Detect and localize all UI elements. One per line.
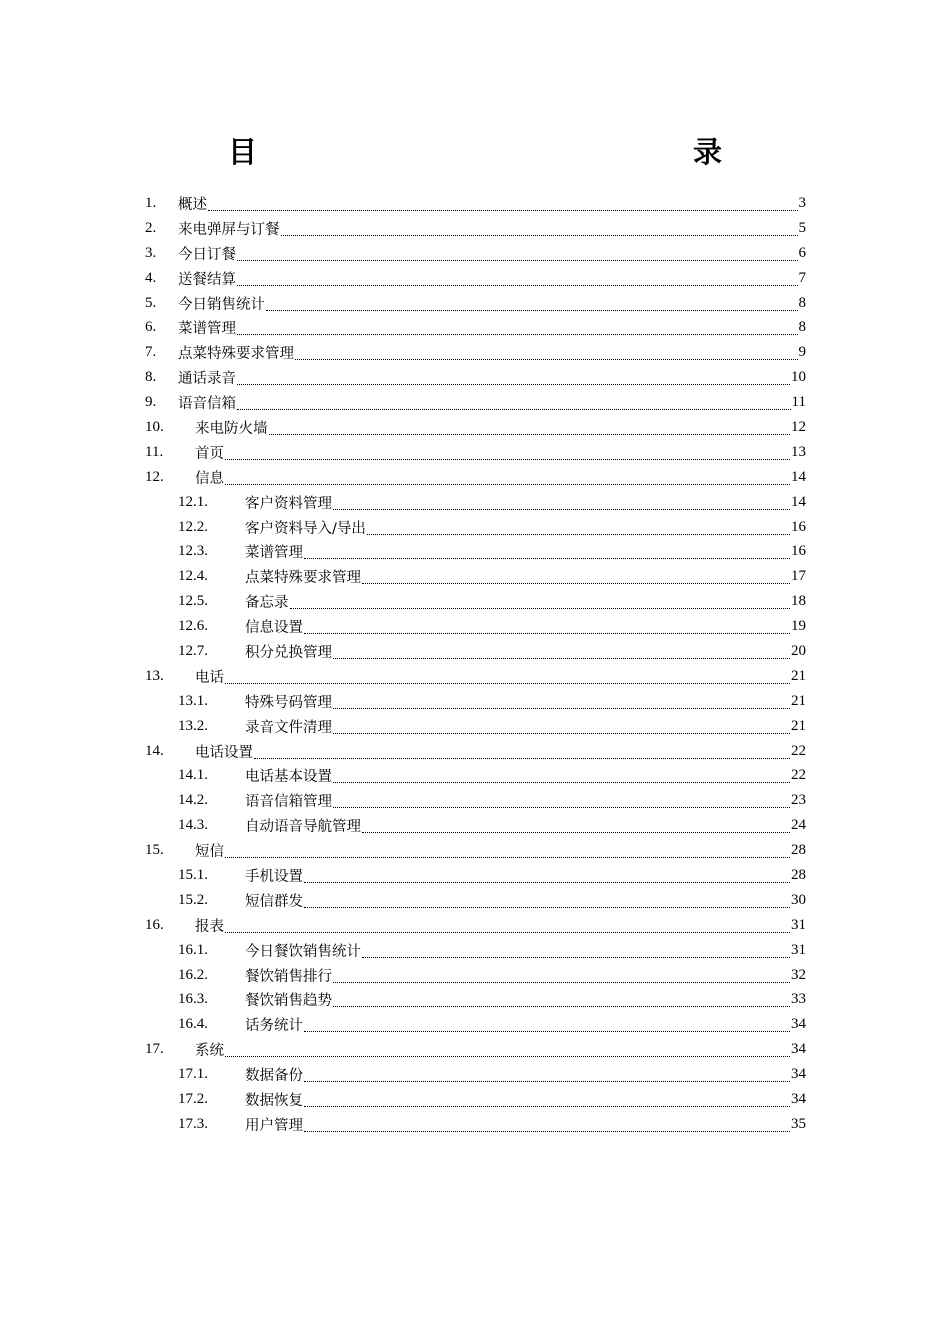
toc-entry[interactable]: [145, 689, 806, 714]
dot-leader: [237, 254, 798, 261]
toc-entry[interactable]: [145, 1062, 806, 1087]
toc-entry[interactable]: [145, 963, 806, 988]
toc-entry-number: 4.: [145, 269, 157, 286]
toc-entry[interactable]: [145, 788, 806, 813]
toc-entry-page-number: 33: [791, 991, 806, 1008]
toc-entry-page-number: 28: [791, 842, 806, 859]
toc-entry-page-number: 21: [791, 667, 806, 684]
toc-entry-number: 15.1.: [178, 866, 208, 883]
toc-entry-label: 来电弹屏与订餐: [178, 221, 280, 238]
toc-entry[interactable]: [145, 539, 806, 564]
toc-entry-page-number: 10: [791, 369, 806, 386]
toc-entry-number: 5.: [145, 294, 157, 311]
toc-entry[interactable]: [145, 739, 806, 764]
toc-entry[interactable]: [145, 340, 806, 365]
toc-entry[interactable]: [145, 664, 806, 689]
toc-entry[interactable]: [145, 614, 806, 639]
toc-entry-label: 短信: [195, 844, 224, 861]
toc-entry-number: 17.3.: [178, 1115, 208, 1132]
toc-entry-page-number: 3: [798, 194, 806, 211]
toc-entry[interactable]: [145, 564, 806, 589]
toc-entry-number: 3.: [145, 244, 157, 261]
toc-entry-page-number: 28: [791, 866, 806, 883]
dot-leader: [304, 627, 790, 634]
dot-leader: [304, 876, 790, 883]
toc-entry-number: 13.2.: [178, 717, 208, 734]
toc-entry-label: 客户资料导入/导出: [245, 520, 366, 537]
toc-entry-label: 电话: [195, 669, 224, 686]
toc-entry-number: 14.1.: [178, 767, 208, 784]
toc-entry-label: 餐饮销售排行: [245, 968, 332, 985]
toc-entry[interactable]: [145, 440, 806, 465]
toc-entry-label: 点菜特殊要求管理: [178, 346, 294, 363]
toc-entry-label: 通话录音: [178, 371, 236, 388]
dot-leader: [281, 229, 798, 236]
toc-entry-label: 录音文件清理: [245, 719, 332, 736]
toc-entry-label: 备忘录: [245, 595, 289, 612]
toc-entry-number: 16.4.: [178, 1016, 208, 1033]
toc-entry[interactable]: [145, 191, 806, 216]
toc-entry-page-number: 34: [791, 1016, 806, 1033]
dot-leader: [333, 503, 790, 510]
toc-entry-page-number: 12: [791, 418, 806, 435]
toc-entry-label: 概述: [178, 196, 207, 213]
toc-entry-label: 点菜特殊要求管理: [245, 570, 361, 587]
toc-entry[interactable]: [145, 465, 806, 490]
toc-entry[interactable]: [145, 515, 806, 540]
dot-leader: [225, 926, 790, 933]
dot-leader: [225, 851, 790, 858]
toc-entry[interactable]: [145, 988, 806, 1013]
toc-entry-label: 自动语音导航管理: [245, 819, 361, 836]
toc-entry[interactable]: [145, 888, 806, 913]
dot-leader: [362, 826, 790, 833]
toc-entry-page-number: 8: [798, 294, 806, 311]
dot-leader: [333, 727, 790, 734]
toc-entry-label: 菜谱管理: [245, 545, 303, 562]
dot-leader: [304, 1025, 790, 1032]
toc-entry-page-number: 16: [791, 543, 806, 560]
toc-entry[interactable]: [145, 813, 806, 838]
dot-leader: [269, 428, 791, 435]
dot-leader: [304, 1075, 790, 1082]
toc-entry-label: 客户资料管理: [245, 495, 332, 512]
toc-entry-page-number: 22: [791, 742, 806, 759]
toc-entry-number: 16.2.: [178, 966, 208, 983]
toc-entry-number: 12.2.: [178, 518, 208, 535]
toc-entry-page-number: 7: [798, 269, 806, 286]
toc-entry[interactable]: [145, 938, 806, 963]
toc-entry-number: 14.3.: [178, 817, 208, 834]
toc-entry-number: 1.: [145, 194, 157, 211]
toc-entry-number: 12.1.: [178, 493, 208, 510]
toc-entry-label: 报表: [195, 918, 224, 935]
toc-entry-label: 语音信箱: [178, 396, 236, 413]
toc-entry-page-number: 8: [798, 319, 806, 336]
toc-entry-page-number: 20: [791, 642, 806, 659]
toc-entry-page-number: 34: [791, 1091, 806, 1107]
toc-entry-label: 短信群发: [245, 893, 303, 910]
toc-entry-label: 餐饮销售趋势: [245, 993, 332, 1010]
toc-entry-page-number: 32: [791, 966, 806, 983]
toc-entry-number: 14.: [145, 742, 164, 759]
toc-entry-page-number: 14: [791, 468, 806, 485]
toc-entry-page-number: 31: [791, 941, 806, 958]
toc-entry-page-number: 21: [791, 692, 806, 709]
toc-entry-page-number: 34: [791, 1066, 806, 1083]
toc-entry-label: 首页: [195, 445, 224, 462]
toc-entry-number: 2.: [145, 219, 157, 236]
toc-entry-label: 来电防火墙: [195, 420, 268, 437]
toc-entry-page-number: 18: [791, 593, 806, 610]
toc-entry-label: 系统: [195, 1043, 224, 1060]
dot-leader: [237, 378, 790, 385]
dot-leader: [225, 677, 790, 684]
toc-entry-number: 6.: [145, 319, 157, 336]
toc-entry-page-number: 5: [798, 219, 806, 236]
dot-leader: [225, 1050, 790, 1057]
toc-entry-label: 数据恢复: [245, 1093, 303, 1109]
toc-entry-number: 15.2.: [178, 891, 208, 908]
dot-leader: [237, 279, 798, 286]
toc-entry-page-number: 23: [791, 792, 806, 809]
toc-entry-number: 7.: [145, 344, 157, 361]
toc-entry-page-number: 21: [791, 717, 806, 734]
toc-entry-page-number: 16: [791, 518, 806, 535]
dot-leader: [266, 304, 798, 311]
dot-leader: [208, 204, 798, 211]
dot-leader: [290, 602, 791, 609]
toc-entry[interactable]: [145, 913, 806, 938]
toc-entry-number: 17.: [145, 1041, 164, 1058]
toc-entry-page-number: 24: [791, 817, 806, 834]
dot-leader: [333, 702, 790, 709]
toc-entry-number: 16.1.: [178, 941, 208, 958]
toc-entry[interactable]: [145, 1112, 806, 1137]
toc-entry[interactable]: [145, 291, 806, 316]
dot-leader: [237, 403, 791, 410]
toc-entry-number: 14.2.: [178, 792, 208, 809]
dot-leader: [333, 652, 790, 659]
dot-leader: [295, 353, 798, 360]
toc-entry-page-number: 19: [791, 618, 806, 635]
toc-entry-number: 12.5.: [178, 593, 208, 610]
toc-entry-page-number: 30: [791, 891, 806, 908]
toc-entry-label: 手机设置: [245, 868, 303, 885]
toc-entry-label: 电话设置: [195, 744, 253, 761]
toc-entry-label: 今日餐饮销售统计: [245, 943, 361, 960]
dot-leader: [225, 453, 790, 460]
toc-entry-label: 电话基本设置: [245, 769, 332, 786]
dot-leader: [362, 577, 790, 584]
dot-leader: [333, 801, 790, 808]
toc-entry-number: 15.: [145, 842, 164, 859]
dot-leader: [304, 1125, 790, 1132]
dot-leader: [304, 552, 790, 559]
toc-entry-number: 8.: [145, 369, 157, 386]
toc-entry-number: 17.2.: [178, 1091, 208, 1107]
toc-entry-label: 今日销售统计: [178, 296, 265, 313]
dot-leader: [333, 1000, 790, 1007]
toc-entry-page-number: 11: [791, 394, 806, 411]
dot-leader: [367, 528, 790, 535]
toc-entry-label: 今日订餐: [178, 246, 236, 263]
toc-entry-page-number: 6: [798, 244, 806, 261]
toc-entry-label: 语音信箱管理: [245, 794, 332, 811]
toc-entry-label: 菜谱管理: [178, 321, 236, 338]
toc-entry-page-number: 35: [791, 1115, 806, 1132]
toc-entry-number: 16.: [145, 916, 164, 933]
toc-entry[interactable]: [145, 266, 806, 291]
toc-entry-number: 12.7.: [178, 642, 208, 659]
toc-entry[interactable]: [145, 490, 806, 515]
toc-entry[interactable]: [145, 315, 806, 340]
toc-entry[interactable]: [145, 639, 806, 664]
toc-entry-number: 12.6.: [178, 618, 208, 635]
toc-entry[interactable]: [145, 365, 806, 390]
dot-leader: [254, 752, 790, 759]
toc-entry-label: 特殊号码管理: [245, 694, 332, 711]
toc-entry-number: 10.: [145, 418, 164, 435]
toc-entry-number: 12.4.: [178, 568, 208, 585]
toc-title: 目 录: [227, 135, 848, 169]
toc-entry[interactable]: [145, 1012, 806, 1037]
toc-entry-page-number: 9: [798, 344, 806, 361]
toc-entry[interactable]: [145, 589, 806, 614]
dot-leader: [237, 328, 798, 335]
toc-entry[interactable]: [145, 1037, 806, 1062]
toc-entry-label: 话务统计: [245, 1018, 303, 1035]
toc-entry[interactable]: [145, 863, 806, 888]
toc-entry-page-number: 34: [791, 1041, 806, 1058]
toc-entry-number: 13.: [145, 667, 164, 684]
toc-entry-label: 积分兑换管理: [245, 644, 332, 661]
toc-entry-number: 17.1.: [178, 1066, 208, 1083]
dot-leader: [304, 1100, 790, 1107]
toc-entry-label: 信息设置: [245, 620, 303, 637]
toc-entry-number: 11.: [145, 443, 164, 460]
toc-entry-number: 9.: [145, 394, 157, 411]
toc-entry[interactable]: [145, 390, 806, 415]
toc-entry-number: 16.3.: [178, 991, 208, 1008]
toc-entry[interactable]: [145, 415, 806, 440]
toc-entry-label: 用户管理: [245, 1117, 303, 1134]
toc-entry[interactable]: [145, 241, 806, 266]
toc-entry[interactable]: [145, 1087, 806, 1112]
toc-entry-label: 送餐结算: [178, 271, 236, 288]
toc-entry-label: 信息: [195, 470, 224, 487]
table-of-contents: [145, 191, 806, 1137]
dot-leader: [333, 976, 790, 983]
toc-entry-page-number: 31: [791, 916, 806, 933]
toc-entry-page-number: 22: [791, 767, 806, 784]
dot-leader: [362, 951, 790, 958]
dot-leader: [225, 478, 790, 485]
dot-leader: [304, 901, 790, 908]
toc-entry[interactable]: [145, 763, 806, 788]
toc-entry-label: 数据备份: [245, 1068, 303, 1085]
toc-entry-number: 12.3.: [178, 543, 208, 560]
toc-entry[interactable]: [145, 838, 806, 863]
toc-entry-page-number: 17: [791, 568, 806, 585]
toc-entry-number: 13.1.: [178, 692, 208, 709]
toc-entry-page-number: 13: [791, 443, 806, 460]
toc-entry-page-number: 14: [791, 493, 806, 510]
toc-entry[interactable]: [145, 216, 806, 241]
toc-entry-number: 12.: [145, 468, 164, 485]
toc-entry[interactable]: [145, 714, 806, 739]
dot-leader: [333, 776, 790, 783]
